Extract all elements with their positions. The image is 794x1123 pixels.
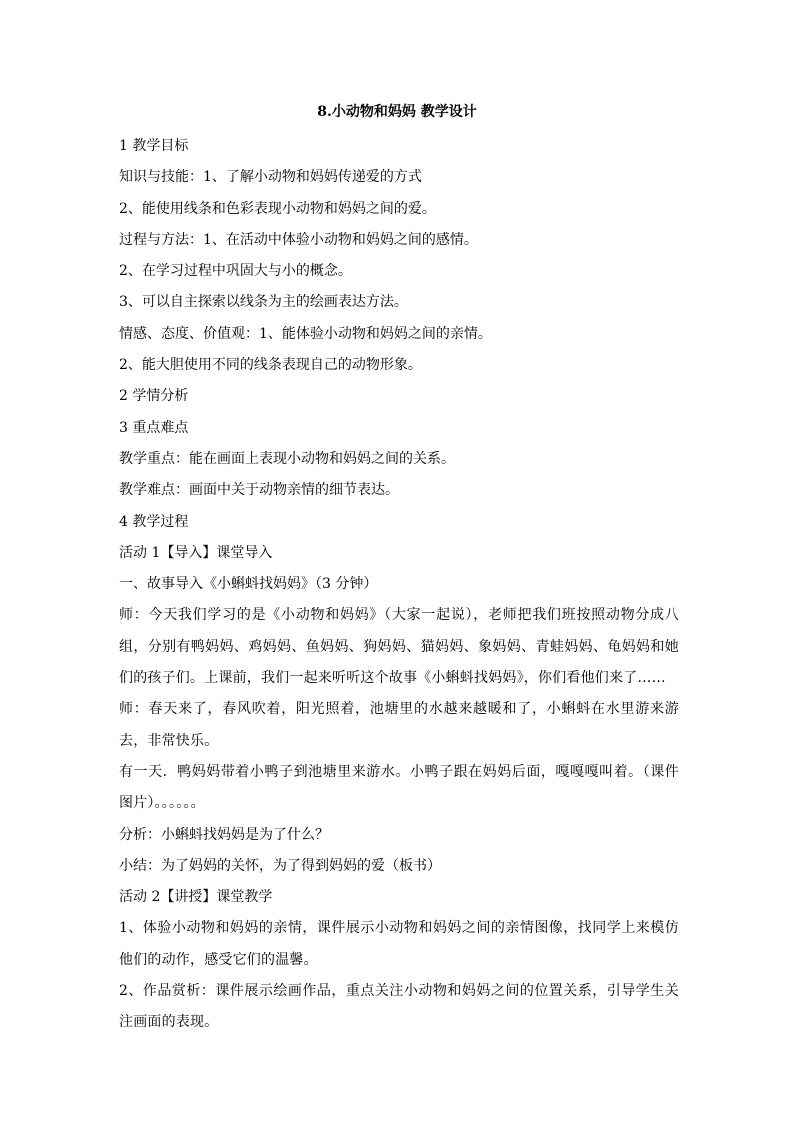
paragraph-process-methods: 过程与方法：1、在活动中体验小动物和妈妈之间的感情。	[119, 231, 478, 248]
paragraph-activity-2: 活动 2【讲授】课堂教学	[119, 889, 273, 906]
paragraph-emotion-values-2: 2、能大胆使用不同的线条表现自己的动物形象。	[119, 357, 422, 374]
paragraph-teaching-process-heading: 4 教学过程	[119, 513, 189, 530]
paragraph-knowledge-skills-2: 2、能使用线条和色彩表现小动物和妈妈之间的爱。	[119, 200, 436, 217]
paragraph-teacher-story: 师：春天来了，春风吹着，阳光照着，池塘里的水越来越暖和了，小蝌蚪在水里游来游去，非常快乐。	[119, 701, 679, 749]
paragraph-analysis: 分析：小蝌蚪找妈妈是为了什么？	[119, 826, 329, 843]
paragraph-knowledge-skills: 知识与技能：1、了解小动物和妈妈传递爱的方式	[119, 169, 422, 186]
paragraph-story-intro: 一、故事导入《小蝌蚪找妈妈》（3 分钟）	[119, 576, 378, 593]
paragraph-key-point: 教学重点：能在画面上表现小动物和妈妈之间的关系。	[119, 450, 455, 467]
document-title: 8.小动物和妈妈 教学设计	[317, 104, 477, 120]
document-body	[119, 131, 679, 1039]
paragraph-appreciation: 2、作品赏析：课件展示绘画作品，重点关注小动物和妈妈之间的位置关系，引导学生关注画面的表现。	[119, 983, 679, 1031]
paragraph-teacher-intro: 师：今天我们学习的是《小动物和妈妈》（大家一起说），老师把我们班按照动物分成八组，分别有鸭妈妈、鸡妈妈、鱼妈妈、狗妈妈、猫妈妈、象妈妈、青蛙妈妈、龟妈妈和她们的孩子们。上课前，我们一起来听听这个故事《小蝌蚪找妈妈》，你们看他们来了……	[119, 607, 679, 687]
paragraph-objectives-heading: 1 教学目标	[119, 138, 189, 154]
paragraph-story-continue: 有一天．鸭妈妈带着小鸭子到池塘里来游水。小鸭子跟在妈妈后面，嘎嘎嘎叫着。（课件图片）。。。。。。	[119, 763, 679, 812]
paragraph-emotion-values: 情感、态度、价值观：1、能体验小动物和妈妈之间的亲情。	[119, 325, 492, 342]
paragraph-activity-1: 活动 1【导入】课堂导入	[119, 544, 273, 561]
paragraph-difficult-point: 教学难点：画面中关于动物亲情的细节表达。	[119, 482, 399, 499]
paragraph-process-methods-2: 2、在学习过程中巩固大与小的概念。	[119, 263, 352, 280]
paragraph-key-points-heading: 3 重点难点	[119, 419, 189, 436]
paragraph-learner-analysis-heading: 2 学情分析	[119, 388, 189, 405]
paragraph-summary: 小结：为了妈妈的关怀，为了得到妈妈的爱（板书）	[119, 857, 441, 874]
paragraph-experience: 1、体验小动物和妈妈的亲情，课件展示小动物和妈妈之间的亲情图像，找同学上来模仿他们的动作，感受它们的温馨。	[119, 920, 679, 968]
paragraph-process-methods-3: 3、可以自主探索以线条为主的绘画表达方法。	[119, 294, 408, 311]
